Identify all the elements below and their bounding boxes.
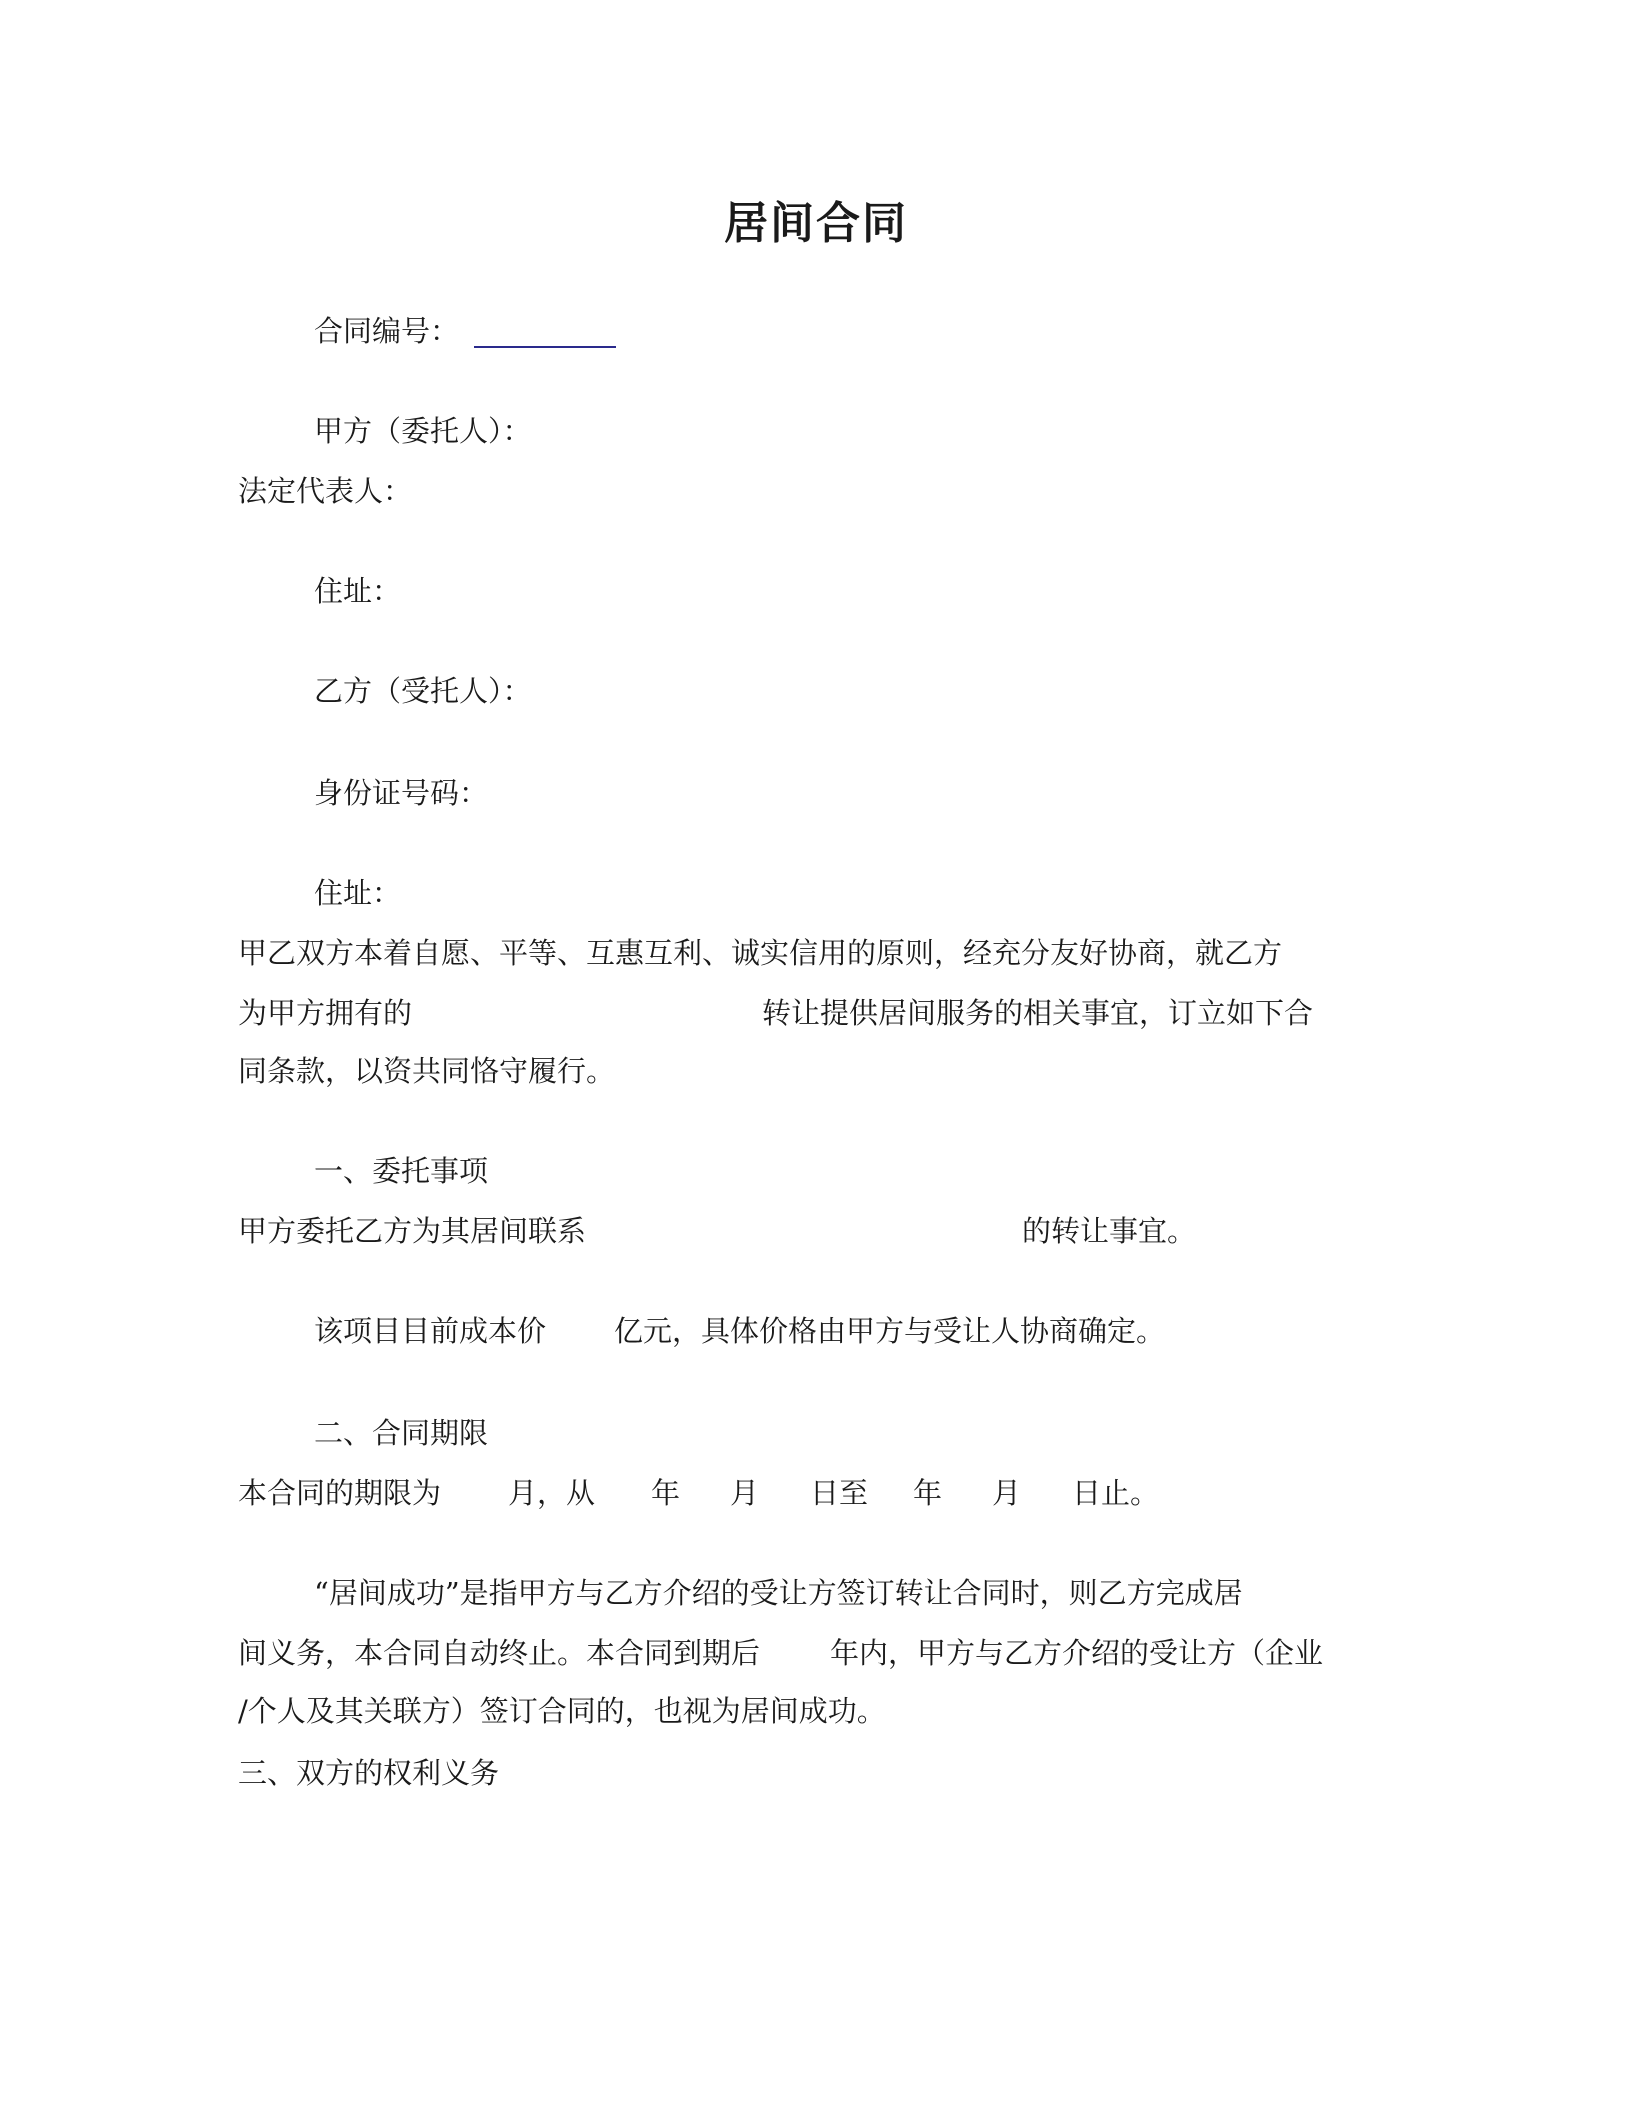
success-definition-line-2b: 年内，甲方与乙方介绍的受让方（企业: [830, 1636, 1324, 1670]
document-title: 居间合同: [724, 198, 908, 249]
term-text-f: 年: [913, 1476, 943, 1510]
preamble-line-1: 甲乙双方本着自愿、平等、互惠互利、诚实信用的原则，经充分友好协商，就乙方: [238, 936, 1283, 970]
section-2-heading: 二、合同期限: [314, 1416, 489, 1450]
preamble-line-2b: 转让提供居间服务的相关事宜，订立如下合: [762, 996, 1314, 1030]
success-definition-line-2a: 间义务，本合同自动终止。本合同到期后: [238, 1636, 761, 1670]
contract-number-blank: [474, 346, 616, 348]
section-1-line-2a: 该项目目前成本价: [314, 1314, 547, 1348]
section-1-line-1b: 的转让事宜。: [1022, 1214, 1197, 1248]
contract-number-label: 合同编号：: [314, 314, 460, 348]
legal-representative-label: 法定代表人：: [238, 474, 413, 508]
id-number-label: 身份证号码：: [314, 776, 489, 810]
term-text-g: 月: [992, 1476, 1022, 1510]
success-definition-line-3: /个人及其关联方）签订合同的，也视为居间成功。: [238, 1694, 886, 1728]
term-text-e: 日至: [810, 1476, 869, 1510]
section-1-line-2b: 亿元，具体价格由甲方与受让人协商确定。: [614, 1314, 1166, 1348]
term-text-b: 月，从: [508, 1476, 596, 1510]
party-a-address-label: 住址：: [314, 574, 402, 608]
section-1-line-1a: 甲方委托乙方为其居间联系: [238, 1214, 587, 1248]
term-text-d: 月: [730, 1476, 760, 1510]
section-1-heading: 一、委托事项: [314, 1154, 489, 1188]
party-a-label: 甲方（委托人）：: [314, 414, 532, 448]
preamble-line-2a: 为甲方拥有的: [238, 996, 413, 1030]
section-3-heading: 三、双方的权利义务: [238, 1756, 500, 1790]
preamble-line-3: 同条款，以资共同恪守履行。: [238, 1054, 616, 1088]
party-b-address-label: 住址：: [314, 876, 402, 910]
success-definition-line-1: “居间成功”是指甲方与乙方介绍的受让方签订转让合同时，则乙方完成居: [314, 1576, 1243, 1610]
term-text-a: 本合同的期限为: [238, 1476, 442, 1510]
term-text-c: 年: [651, 1476, 681, 1510]
party-b-label: 乙方（受托人）：: [314, 674, 532, 708]
term-text-h: 日止。: [1072, 1476, 1160, 1510]
